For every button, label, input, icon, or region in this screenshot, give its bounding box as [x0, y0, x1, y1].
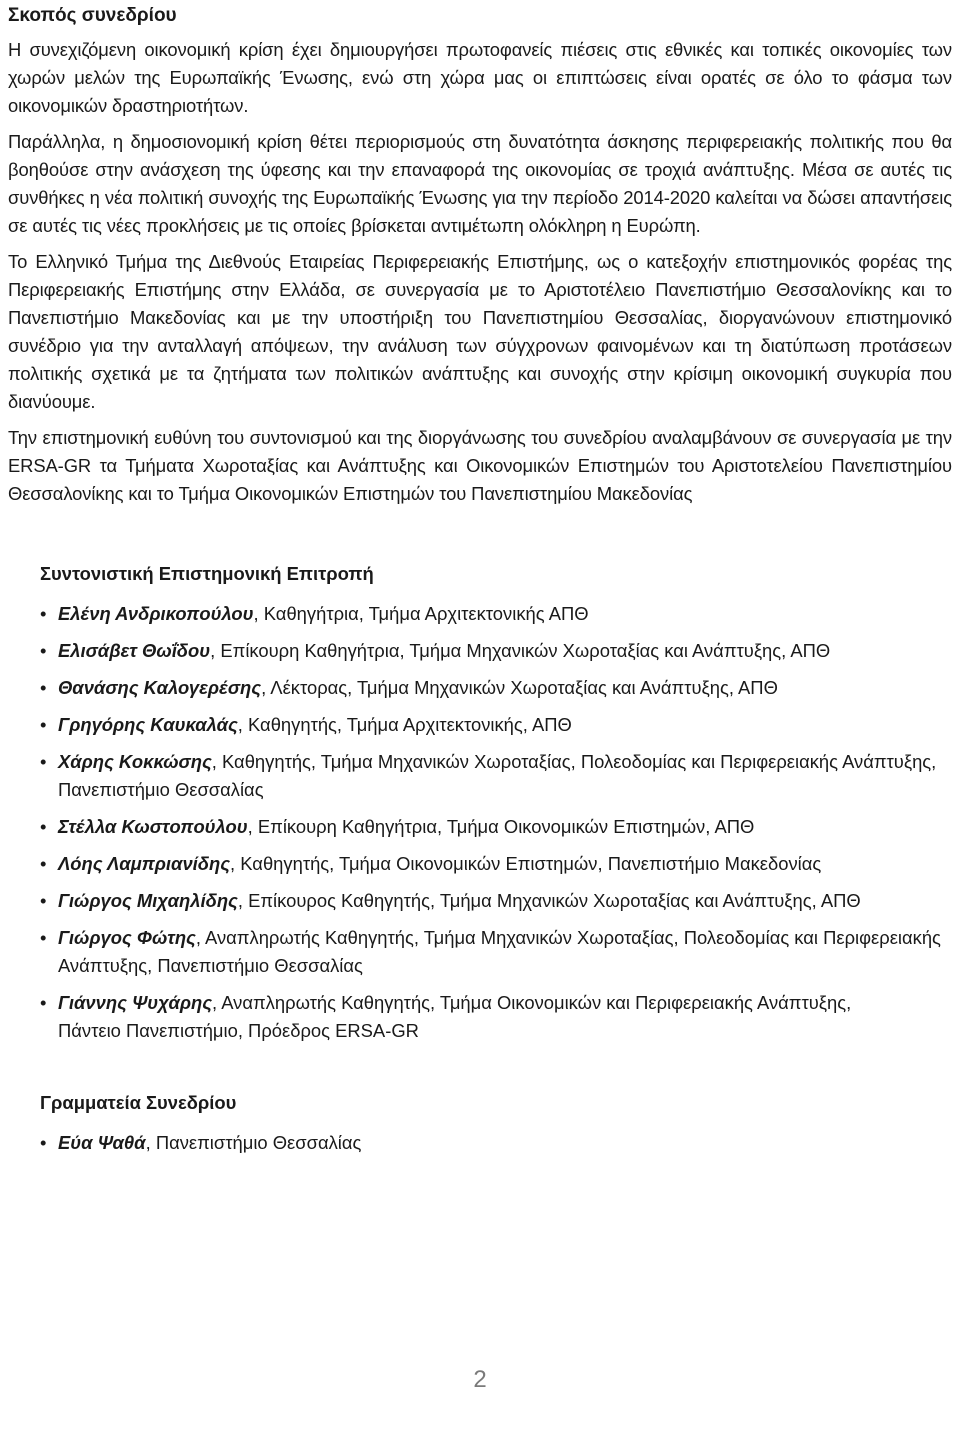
member-affiliation-continued: Πάντειο Πανεπιστήμιο, Πρόεδρος ERSA-GR [58, 1020, 419, 1041]
member-affiliation: , Καθηγήτρια, Τμήμα Αρχιτεκτονικής ΑΠΘ [253, 603, 589, 624]
member-affiliation: , Λέκτορας, Τμήμα Μηχανικών Χωροταξίας και Ανάπτυξης, ΑΠΘ [261, 677, 778, 698]
scientific-committee [40, 560, 952, 1157]
bullet-icon: • [40, 1132, 47, 1153]
document-page [8, 0, 952, 1166]
member-name: Ελένη Ανδρικοπούλου [58, 603, 254, 624]
page-number: 2 [473, 1366, 487, 1393]
member-affiliation: , Πανεπιστήμιο Θεσσαλίας [145, 1132, 362, 1153]
member-name: Λόης Λαμπριανίδης [58, 853, 231, 874]
bullet-icon: • [40, 992, 47, 1013]
bullet-icon: • [40, 816, 47, 837]
member-affiliation: , Επίκουρη Καθηγήτρια, Τμήμα Οικονομικών Επιστημών, ΑΠΘ [247, 816, 755, 837]
member-name: Εύα Ψαθά [58, 1132, 146, 1153]
committee-member [40, 924, 958, 980]
member-affiliation: , Αναπληρωτής Καθηγητής, Τμήμα Οικονομικών και Περιφερειακής Ανάπτυξης, [212, 992, 852, 1013]
bullet-icon: • [40, 751, 47, 772]
committee-member [40, 600, 958, 628]
secretariat-member [40, 1129, 958, 1157]
bullet-icon: • [40, 714, 47, 735]
bullet-icon: • [40, 640, 47, 661]
member-name: Γρηγόρης Καυκαλάς [58, 714, 238, 735]
member-affiliation: , Καθηγητής, Τμήμα Μηχανικών Χωροταξίας, Πολεοδομίας και Περιφερειακής Ανάπτυξης, Πανεπιστήμιο Θεσσαλίας [58, 751, 937, 800]
member-affiliation: , Επίκουρη Καθηγήτρια, Τμήμα Μηχανικών Χωροταξίας και Ανάπτυξης, ΑΠΘ [210, 640, 831, 661]
committee-member [40, 748, 958, 804]
committee-member [40, 813, 958, 841]
secretariat-member-list [40, 1129, 952, 1157]
member-affiliation: , Επίκουρος Καθηγητής, Τμήμα Μηχανικών Χωροταξίας και Ανάπτυξης, ΑΠΘ [237, 890, 861, 911]
member-name: Ελισάβετ Θωΐδου [58, 640, 211, 661]
paragraph-fiscal-crisis: Παράλληλα, η δημοσιονομική κρίση θέτει περιορισμούς στη δυνατότητα άσκησης περιφερειακής πολιτικής που θα βοηθούσε στην ανάσχεση της ύφεσης και την επαναφορά της οικονομίας σε τροχιά ανάπτυξης. Μέσα σε αυτές τις συνθήκες η νέα πολιτική συνοχής της Ευρωπαϊκής Ένωσης για την περίοδο 2014-2020 καλείται να δώσει απαντήσεις σε αυτές τις νέες προκλήσεις με τις οποίες βρίσκεται αντιμέτωπη ολόκληρη η Ευρώπη. [8, 131, 952, 236]
bullet-icon: • [40, 890, 47, 911]
paragraph-organizers: Το Ελληνικό Τμήμα της Διεθνούς Εταιρείας Περιφερειακής Επιστήμης, ως ο κατεξοχήν επιστημονικός φορέας της Περιφερειακής Επιστήμης στην Ελλάδα, σε συνεργασία με το Αριστοτέλειο Πανεπιστήμιο Θεσσαλονίκης και το Πανεπιστήμιο Μακεδονίας και με την υποστήριξη του Πανεπιστημίου Θεσσαλίας, διοργανώνουν επιστημονικό συνέδριο για την ανταλλαγή απόψεων, την ανάλυση των σύγχρονων φαινομένων και τη διατύπωση προτάσεων πολιτικής σχετικά με τα ζητήματα των πολιτικών ανάπτυξης και συνοχής στην κρίσιμη οικονομική συγκυρία που διανύουμε. [8, 251, 952, 412]
member-name: Θανάσης Καλογερέσης [58, 677, 262, 698]
member-name: Γιάννης Ψυχάρης [58, 992, 213, 1013]
section-title: Σκοπός συνεδρίου [8, 5, 177, 26]
committee-member [40, 637, 958, 665]
committee-member [40, 850, 958, 878]
paragraph-scientific-responsibility: Την επιστημονική ευθύνη του συντονισμού και της διοργάνωσης του συνεδρίου αναλαμβάνουν σε συνεργασία με την ERSA-GR τα Τμήματα Χωροταξίας και Ανάπτυξης και Οικονομικών Επιστημών του Αριστοτελείου Πανεπιστημίου Θεσσαλονίκης και το Τμήμα Οικονομικών Επιστημών του Πανεπιστημίου Μακεδονίας [8, 427, 952, 504]
member-affiliation: , Αναπληρωτής Καθηγητής, Τμήμα Μηχανικών Χωροταξίας, Πολεοδομίας και Περιφερειακής Ανάπτυξης, Πανεπιστήμιο Θεσσαλίας [58, 927, 941, 976]
member-name: Χάρης Κοκκώσης [58, 751, 212, 772]
committee-member [40, 674, 958, 702]
secretariat-title: Γραμματεία Συνεδρίου [40, 1092, 237, 1113]
committee-member-list [40, 600, 952, 1045]
bullet-icon: • [40, 677, 47, 698]
bullet-icon: • [40, 603, 47, 624]
paragraph-intro: Η συνεχιζόμενη οικονομική κρίση έχει δημιουργήσει πρωτοφανείς πιέσεις στις εθνικές και τοπικές οικονομίες των χωρών μελών της Ευρωπαϊκής Ένωσης, ενώ στη χώρα μας οι επιπτώσεις είναι ορατές σε όλο το φάσμα των οικονομικών δραστηριοτήτων. [8, 39, 952, 116]
member-name: Στέλλα Κωστοπούλου [58, 816, 248, 837]
bullet-icon: • [40, 927, 47, 948]
committee-title: Συντονιστική Επιστημονική Επιτροπή [40, 563, 374, 584]
member-name: Γιώργος Μιχαηλίδης [58, 890, 238, 911]
bullet-icon: • [40, 853, 47, 874]
member-affiliation: , Καθηγητής, Τμήμα Αρχιτεκτονικής, ΑΠΘ [237, 714, 572, 735]
member-affiliation: , Καθηγητής, Τμήμα Οικονομικών Επιστημών, Πανεπιστήμιο Μακεδονίας [230, 853, 822, 874]
committee-member [40, 711, 958, 739]
committee-member [40, 887, 958, 915]
member-name: Γιώργος Φώτης [58, 927, 196, 948]
committee-member [40, 989, 958, 1045]
